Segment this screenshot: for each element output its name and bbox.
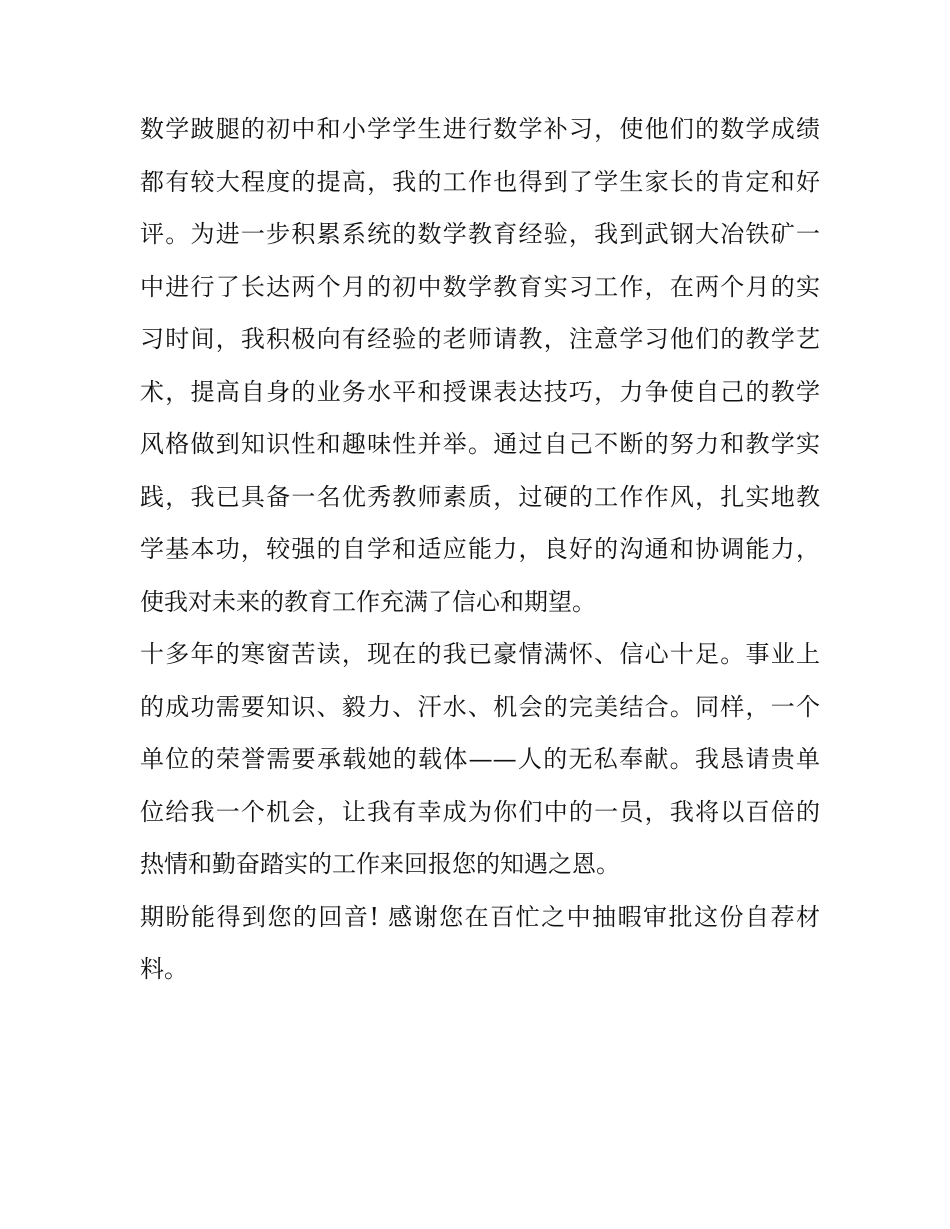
text-line: 风格做到知识性和趣味性并举。通过自己不断的努力和教学实 bbox=[140, 430, 820, 458]
paragraph-aspiration bbox=[140, 628, 820, 891]
text-line: 评。为进一步积累系统的数学教育经验，我到武钢大冶铁矿一 bbox=[140, 220, 820, 248]
text-line: 单位的荣誉需要承载她的载体——人的无私奉献。我恳请贵单 bbox=[140, 745, 820, 773]
text-line: 料。 bbox=[140, 955, 188, 983]
text-line: 的成功需要知识、毅力、汗水、机会的完美结合。同样，一个 bbox=[140, 692, 820, 721]
text-line: 热情和勤奋踏实的工作来回报您的知遇之恩。 bbox=[140, 850, 620, 878]
text-line: 期盼能得到您的回音! 感谢您在百忙之中抽暇审批这份自荐材 bbox=[140, 902, 820, 931]
text-line: 位给我一个机会，让我有幸成为你们中的一员，我将以百倍的 bbox=[140, 797, 820, 826]
text-line: 使我对未来的教育工作充满了信心和期望。 bbox=[140, 587, 596, 616]
text-line: 践，我已具备一名优秀教师素质，过硬的工作作风，扎实地教 bbox=[140, 482, 820, 511]
document-body bbox=[140, 103, 820, 996]
text-line: 术，提高自身的业务水平和授课表达技巧，力争使自己的教学 bbox=[140, 377, 820, 406]
paragraph-background bbox=[140, 103, 820, 628]
text-line: 中进行了长达两个月的初中数学教育实习工作，在两个月的实 bbox=[140, 272, 820, 301]
text-line: 数学跛腿的初中和小学学生进行数学补习，使他们的数学成绩 bbox=[140, 115, 820, 143]
paragraph-closing bbox=[140, 891, 820, 996]
text-line: 都有较大程度的提高，我的工作也得到了学生家长的肯定和好 bbox=[140, 167, 820, 196]
text-line: 十多年的寒窗苦读，现在的我已豪情满怀、信心十足。事业上 bbox=[140, 640, 820, 668]
text-line: 习时间，我积极向有经验的老师请教，注意学习他们的教学艺 bbox=[140, 325, 820, 353]
text-line: 学基本功，较强的自学和适应能力，良好的沟通和协调能力， bbox=[140, 535, 820, 563]
